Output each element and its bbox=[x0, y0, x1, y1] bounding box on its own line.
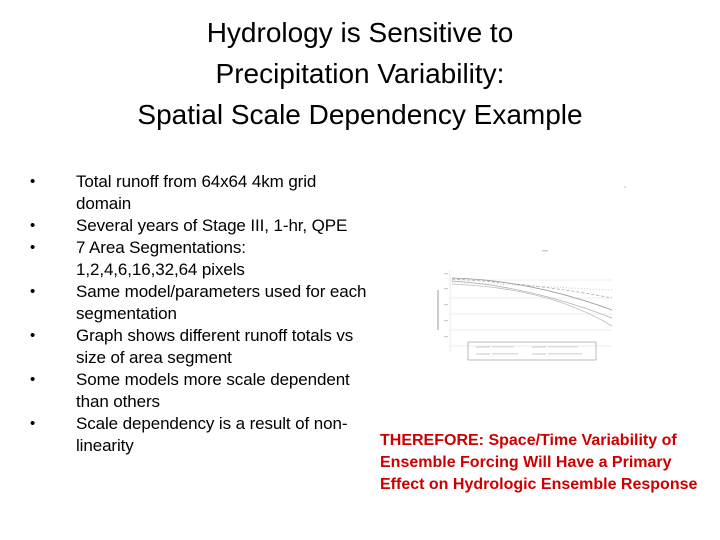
bullet-item bbox=[28, 281, 368, 325]
bullet-item bbox=[28, 237, 368, 281]
bullet-item bbox=[28, 325, 368, 369]
bullet-dot-icon: • bbox=[30, 173, 36, 190]
bullet-text: Some models more scale dependent than others bbox=[76, 370, 350, 411]
bullet-text: Several years of Stage III, 1-hr, QPE bbox=[76, 216, 348, 235]
slide-title bbox=[60, 12, 660, 135]
faded-graph-drawing bbox=[380, 180, 630, 412]
scale-dependency-graph-image bbox=[380, 180, 630, 412]
title-line: Spatial Scale Dependency Example bbox=[137, 99, 583, 130]
bullet-dot-icon: • bbox=[30, 327, 36, 344]
bullet-item bbox=[28, 413, 368, 457]
bullet-text: 7 Area Segmentations: 1,2,4,6,16,32,64 pixels bbox=[76, 238, 246, 279]
bullet-dot-icon: • bbox=[30, 371, 36, 388]
bullet-dot-icon: • bbox=[30, 283, 36, 300]
bullet-text: Graph shows different runoff totals vs size of area segment bbox=[76, 326, 354, 367]
bullet-dot-icon: • bbox=[30, 415, 36, 432]
bullet-item bbox=[28, 171, 368, 215]
bullet-list bbox=[28, 171, 368, 457]
bullet-text: Scale dependency is a result of non-linearity bbox=[76, 414, 348, 455]
title-line: Hydrology is Sensitive to bbox=[206, 17, 514, 48]
bullet-text: Same model/parameters used for each segmentation bbox=[76, 282, 367, 323]
title-line: Precipitation Variability: bbox=[215, 58, 505, 89]
bullet-item bbox=[28, 369, 368, 413]
bullet-dot-icon: • bbox=[30, 239, 36, 256]
conclusion-text: THEREFORE: Space/Time Variability of Ensemble Forcing Will Have a Primary Effect on Hydrologic Ensemble Response bbox=[380, 432, 698, 493]
bullet-item bbox=[28, 215, 368, 237]
bullet-dot-icon: • bbox=[30, 217, 36, 234]
bullet-text: Total runoff from 64x64 4km grid domain bbox=[76, 172, 317, 213]
